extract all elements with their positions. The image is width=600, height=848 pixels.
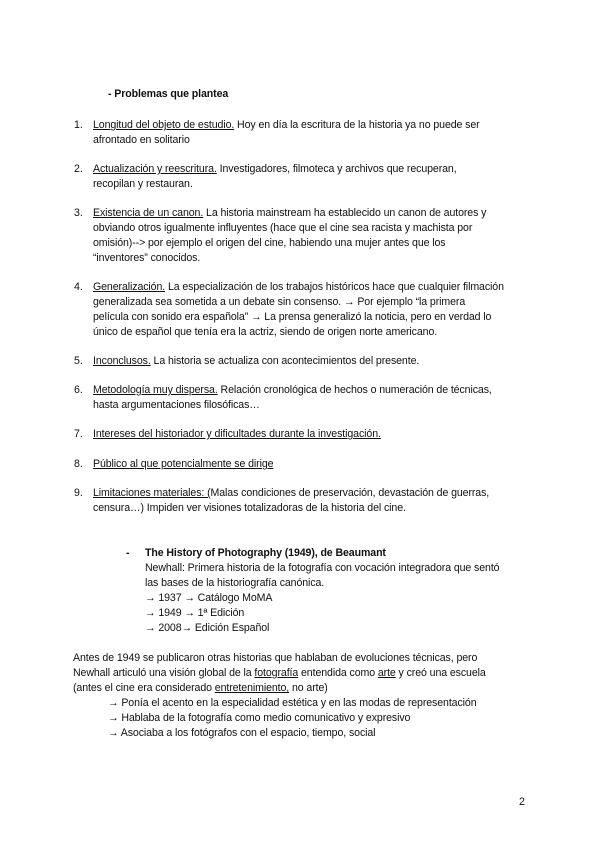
item-text-line: película con sonido era española” → La prensa generalizó la noticia, pero en verdad lo xyxy=(93,311,492,323)
item-text: La especialización de los trabajos históricos hace que cualquier filmación xyxy=(165,281,504,293)
item-title: Actualización y reescritura. xyxy=(93,163,217,175)
item-number: 6. xyxy=(74,384,83,396)
item-text-line: hasta argumentaciones filosóficas… xyxy=(93,399,260,411)
paragraph-line xyxy=(73,666,486,681)
item-number: 2. xyxy=(74,163,83,175)
text-span: (antes el cine era considerado xyxy=(73,682,215,694)
item-number: 9. xyxy=(74,487,83,499)
book-title: The History of Photography (1949), de Beaumant xyxy=(145,547,386,559)
book-dash: - xyxy=(126,547,130,559)
item-title: Existencia de un canon. xyxy=(93,207,204,219)
list-item xyxy=(93,383,492,398)
item-title: Público al que potencialmente se dirige xyxy=(93,458,274,470)
paragraph-bullet: → Ponía el acento en la especialidad estética y en las modas de representación xyxy=(108,697,477,709)
item-text: Hoy en día la escritura de la historia ya no puede ser xyxy=(234,119,480,131)
item-text-line: omisión)--> por ejemplo el origen del cine, habiendo una mujer antes que los xyxy=(93,237,446,249)
item-number: 8. xyxy=(74,458,83,470)
list-item xyxy=(93,354,419,369)
text-span: Newhall articuló una visión global de la xyxy=(73,667,255,679)
item-text: Relación cronológica de hechos o numeración de técnicas, xyxy=(217,384,492,396)
book-desc: Newhall: Primera historia de la fotografía con vocación integradora que sentó xyxy=(145,562,500,574)
item-title: Inconclusos. xyxy=(93,355,151,367)
paragraph-bullet: → Asociaba a los fotógrafos con el espacio, tiempo, social xyxy=(108,727,376,739)
item-text-line: afrontado en solitario xyxy=(93,134,190,146)
item-number: 3. xyxy=(74,207,83,219)
item-title: Limitaciones materiales: ( xyxy=(93,487,211,499)
book-edition: → 2008→ Edición Español xyxy=(145,622,270,634)
item-title: Generalización. xyxy=(93,281,166,293)
underlined-term: entretenimiento, xyxy=(214,682,290,694)
item-text-line: obviando otros igualmente influyentes (hace que el cine sea racista y machista por xyxy=(93,222,473,234)
text-span: entendida como xyxy=(298,667,378,679)
list-item xyxy=(93,486,489,501)
item-number: 5. xyxy=(74,355,83,367)
text-span: no arte) xyxy=(289,682,328,694)
list-item xyxy=(93,457,273,472)
item-text: La historia se actualiza con acontecimientos del presente. xyxy=(150,355,420,367)
item-number: 4. xyxy=(74,281,83,293)
book-desc: las bases de la historiografía canónica. xyxy=(145,577,325,589)
item-text: La historia mainstream ha establecido un canon de autores y xyxy=(203,207,487,219)
book-edition: → 1937 → Catálogo MoMA xyxy=(145,592,273,604)
page-number: 2 xyxy=(519,796,525,808)
list-item xyxy=(93,280,504,295)
paragraph-line xyxy=(73,681,328,696)
item-number: 1. xyxy=(74,119,83,131)
underlined-term: arte xyxy=(377,667,396,679)
item-title: Intereses del historiador y dificultades durante la investigación. xyxy=(93,428,381,440)
paragraph-bullet: → Hablaba de la fotografía como medio comunicativo y expresivo xyxy=(108,712,411,724)
item-text-line: generalizada sea sometida a un debate sin consenso. → Por ejemplo “la primera xyxy=(93,296,466,308)
underlined-term: fotografía xyxy=(254,667,299,679)
list-item xyxy=(93,118,480,133)
section-heading: - Problemas que plantea xyxy=(108,88,229,100)
item-title: Longitud del objeto de estudio. xyxy=(93,119,235,131)
paragraph-line: Antes de 1949 se publicaron otras historias que hablaban de evoluciones técnicas, pero xyxy=(73,652,478,664)
item-text-line: único de español que tenía era la actriz, siendo de origen norte americano. xyxy=(93,326,438,338)
list-item xyxy=(93,427,381,442)
item-text: Investigadores, filmoteca y archivos que recuperan, xyxy=(216,163,457,175)
book-edition: → 1949 → 1ª Edición xyxy=(145,607,245,619)
item-text: Malas condiciones de preservación, devastación de guerras, xyxy=(210,487,490,499)
item-text-line: “inventores” conocidos. xyxy=(93,252,201,264)
item-text-line: recopilan y restauran. xyxy=(93,178,193,190)
item-number: 7. xyxy=(74,428,83,440)
text-span: y creó una escuela xyxy=(395,667,486,679)
item-text-line: censura…) Impiden ver visiones totalizadoras de la historia del cine. xyxy=(93,502,406,514)
item-title: Metodología muy dispersa. xyxy=(93,384,218,396)
list-item xyxy=(93,162,457,177)
list-item xyxy=(93,206,486,221)
